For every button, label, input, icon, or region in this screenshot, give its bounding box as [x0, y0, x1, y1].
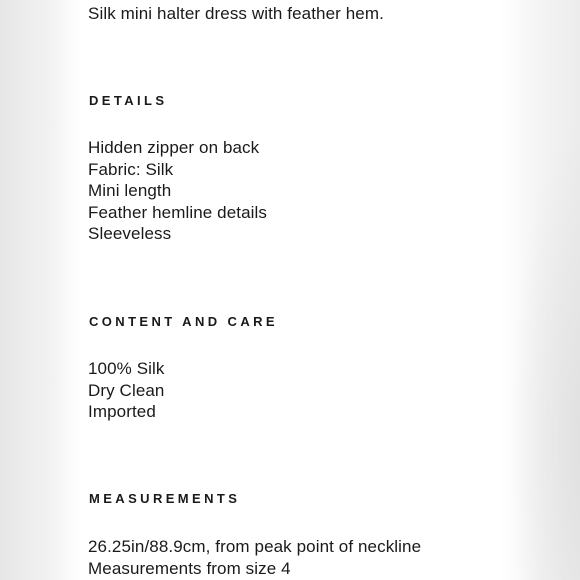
- content-and-care-list: [88, 358, 165, 423]
- details-list: [88, 137, 267, 245]
- details-item: Mini length: [88, 181, 172, 200]
- measurements-list: [88, 536, 421, 579]
- measurements-heading: MEASUREMENTS: [89, 491, 241, 506]
- content-and-care-heading: CONTENT AND CARE: [89, 314, 278, 329]
- details-heading: DETAILS: [89, 93, 168, 108]
- care-item: Imported: [88, 402, 156, 421]
- measurement-item: 26.25in/88.9cm, from peak point of neckline: [88, 537, 422, 556]
- details-item: Fabric: Silk: [88, 159, 174, 179]
- page-edge-shadow-right: [510, 120, 580, 580]
- details-item: Feather hemline details: [88, 202, 268, 222]
- page-edge-shadow-left: [0, 0, 66, 580]
- details-item: Sleeveless: [88, 224, 172, 243]
- product-description: Silk mini halter dress with feather hem.: [88, 4, 384, 23]
- care-item: Dry Clean: [88, 380, 165, 400]
- care-item: 100% Silk: [88, 359, 165, 378]
- measurement-item: Measurements from size 4: [88, 558, 291, 578]
- details-item: Hidden zipper on back: [88, 138, 260, 157]
